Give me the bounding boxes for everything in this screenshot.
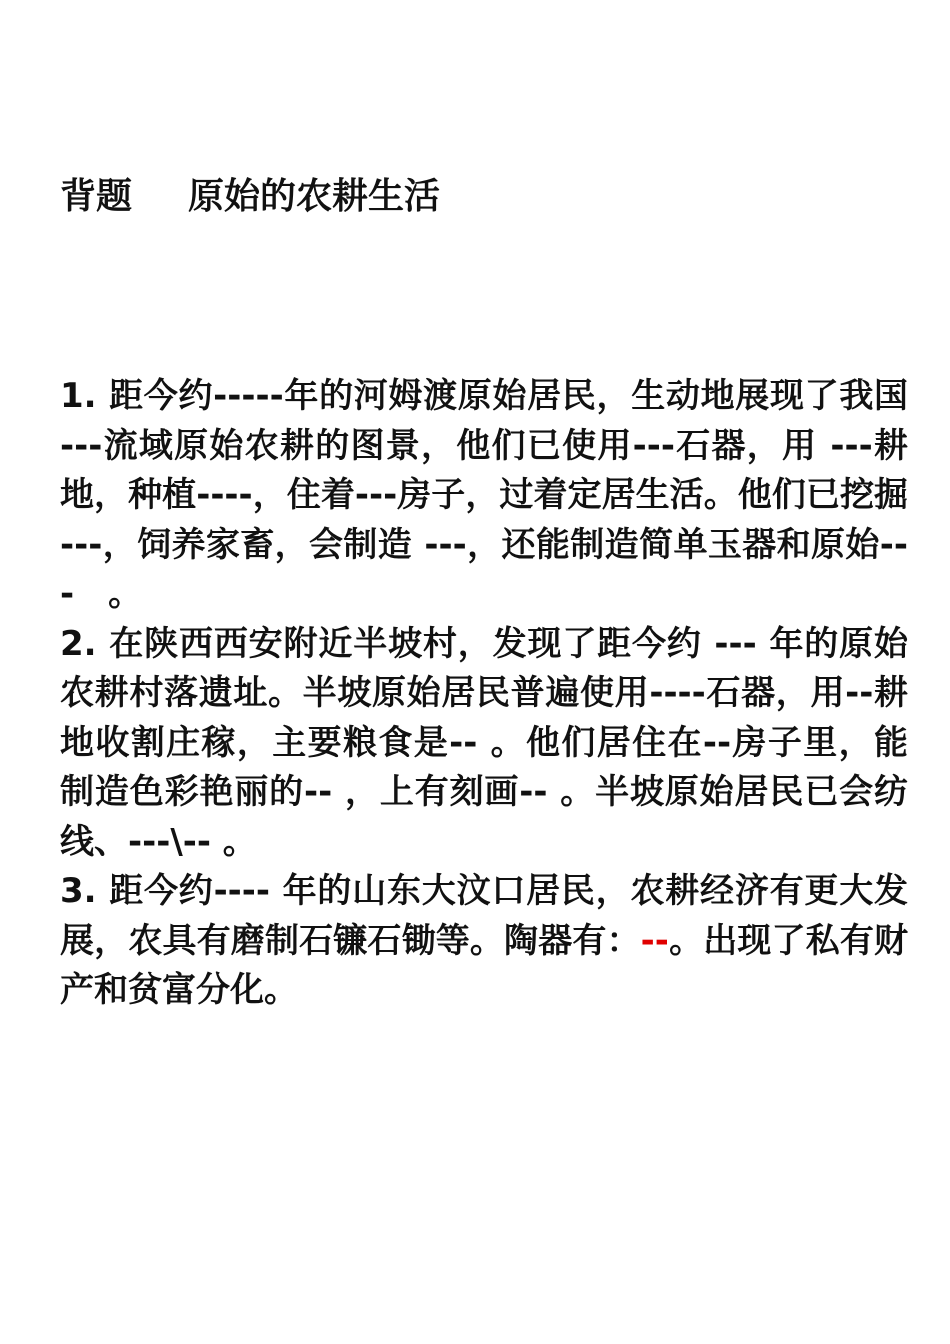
question-list [60,372,908,1016]
question-number: 3 [60,871,84,911]
question-item-3 [60,867,908,1016]
question-item-2 [60,620,908,868]
question-number: 2 [60,623,84,664]
question-item-1 [60,372,908,620]
question-text: 。出现了私有财产和贫富分化。 [60,920,909,1010]
answer-blank-red: -- [640,920,669,961]
question-text: . 在陕西西安附近半坡村，发现了距今约 --- 年的原始农耕村落遗址。半坡原始居民普遍使用----石器，用--耕地收割庄稼，主要粮食是-- 。他们居住在--房子里，能制造色彩艳丽的-- ，上有刻画-- 。半坡原始居民已会纺线、---\-- 。 [60,623,908,862]
question-number: 1 [60,376,84,416]
heading-title: 原始的农耕生活 [188,176,441,217]
heading-label: 背题 [60,176,133,217]
question-text: . 距今约-----年的河姆渡原始居民，生动地展现了我国 ---流域原始农耕的图景，他们已使用---石器，用 ---耕地，种植----，住着---房子，过着定居生活。他们已挖掘 ---，饲养家畜，会制造 ---，还能制造简单玉器和原始--- 。 [60,376,908,614]
question-text: . 距今约---- 年的山东大汶口居民，农耕经济有更大发展，农具有磨制石镰石锄等。陶器有： [60,871,908,961]
page-heading [60,172,440,222]
